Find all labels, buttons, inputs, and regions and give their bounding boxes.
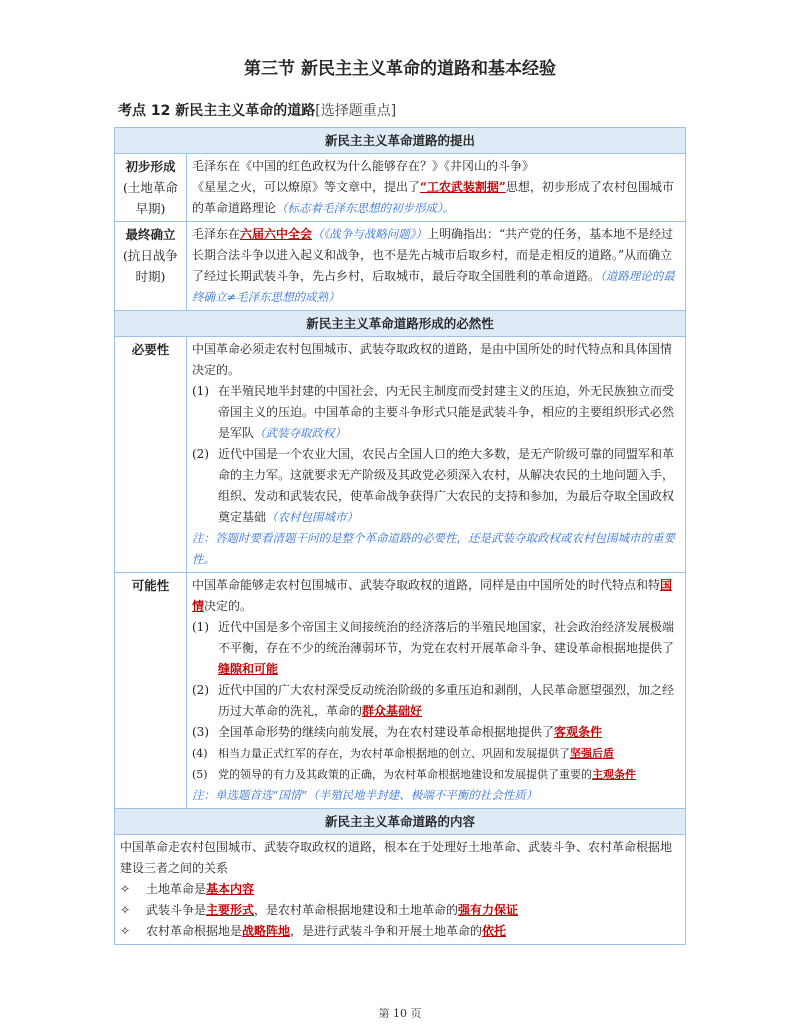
list-item: ✧ 农村革命根据地是战略阵地，是进行武装斗争和开展土地革命的依托 xyxy=(120,921,680,942)
row-label xyxy=(115,337,187,573)
diamond-bullet-icon: ✧ xyxy=(120,882,131,896)
row-label-period: (土地革命 xyxy=(123,180,178,195)
section-title: 第三节 新民主主义革命的道路和基本经验 xyxy=(244,59,556,79)
key-term: 主观条件 xyxy=(592,768,636,781)
key-term: 六届六中全会 xyxy=(240,227,313,241)
table-row xyxy=(115,835,686,945)
table-row xyxy=(115,222,686,311)
list-item: (4) 相当力量正式红军的存在，为农村革命根据地的创立、巩固和发展提供了坚强后盾 xyxy=(192,747,614,760)
paragraph: 《星星之火，可以燎原》等文章中，提出了“工农武装割据”思想，初步形成了农村包围城市的革命道路理论（标志着毛泽东思想的初步形成）。 xyxy=(192,180,674,215)
content-table xyxy=(114,127,686,945)
key-term: 强有力保证 xyxy=(458,903,519,917)
key-term: 客观条件 xyxy=(554,725,603,739)
key-term: 依托 xyxy=(482,924,507,938)
annotation: （武装夺取政权） xyxy=(254,426,347,440)
key-term: “工农武装割据” xyxy=(420,180,506,194)
row-label-period: (抗日战争 xyxy=(123,248,178,263)
paragraph: 中国革命能够走农村包围城市、武装夺取政权的道路，同样是由中国所处的时代特点和特国情决定的。 xyxy=(192,578,673,613)
note: 注：答题时要看清题干问的是整个革命道路的必要性，还是武装夺取政权或农村包围城市的重要性。 xyxy=(192,531,675,566)
row-label-period-end: 时期) xyxy=(135,269,166,284)
paragraph: 中国革命必须走农村包围城市、武装夺取政权的道路，是由中国所处的时代特点和具体国情决定的。 xyxy=(192,342,673,377)
annotation: （农村包围城市） xyxy=(266,510,359,524)
list-item: (3) 全国革命形势的继续向前发展，为在农村建设革命根据地提供了客观条件 xyxy=(192,725,603,739)
row-label-title: 必要性 xyxy=(131,342,170,357)
list-item: (5) 党的领导的有力及其政策的正确，为农村革命根据地建设和发展提供了重要的主观条件 xyxy=(192,768,636,781)
point-heading xyxy=(118,100,396,120)
row-content xyxy=(187,222,686,311)
row-label-title: 可能性 xyxy=(131,578,170,593)
row-label-title: 最终确立 xyxy=(125,227,176,242)
section-header-row xyxy=(115,809,686,835)
paragraph: 中国革命走农村包围城市、武装夺取政权的道路，根本在于处理好土地革命、武装斗争、农村革命根据地建设三者之间的关系 xyxy=(120,840,673,875)
row-label xyxy=(115,154,187,222)
section-header: 新民主主义革命道路形成的必然性 xyxy=(115,311,686,337)
key-term: 基本内容 xyxy=(206,882,255,896)
row-content xyxy=(187,573,686,809)
list-item: ✧ 武装斗争是主要形式，是农村革命根据地建设和土地革命的强有力保证 xyxy=(120,900,680,921)
row-label xyxy=(115,222,187,311)
row-label-title: 初步形成 xyxy=(125,159,176,174)
key-term: 国情 xyxy=(192,578,673,613)
table-row xyxy=(115,573,686,809)
paragraph: 毛泽东在《中国的红色政权为什么能够存在？》《井冈山的斗争》 xyxy=(192,159,535,173)
table-row xyxy=(115,337,686,573)
row-content xyxy=(187,154,686,222)
list-item: (1) 近代中国是多个帝国主义间接统治的经济落后的半殖民地国家，社会政治经济发展极端不平衡，存在不少的统治薄弱环节，为党在农村开展革命斗争、建设革命根据地提供了缝隙和可能 xyxy=(192,620,675,676)
paragraph: 毛泽东在六届六中全会（《战争与战略问题》）上明确指出：“共产党的任务，基本地不是经过长期合法斗争以进入起义和战争，也不是先占城市后取乡村，而是走相反的道路。”从而确立了经过长期武装斗争，先占乡村，后取城市，最后夺取全国胜利的革命道路。（道路理论的最终确立≠毛泽东思想的成熟） xyxy=(192,227,675,304)
row-content xyxy=(115,835,686,945)
list-item: (1) 在半殖民地半封建的中国社会，内无民主制度而受封建主义的压迫，外无民族独立而受帝国主义的压迫。中国革命的主要斗争形式只能是武装斗争，相应的主要组织形式必然是军队（武装夺取政权） xyxy=(192,384,675,440)
annotation: （道路理论的最终确立≠毛泽东思想的成熟） xyxy=(192,269,675,304)
note: 注：单选题首选“国情”（半殖民地半封建、极端不平衡的社会性质） xyxy=(192,788,538,802)
key-term: 群众基础好 xyxy=(362,704,423,718)
section-header: 新民主主义革命道路的提出 xyxy=(115,128,686,154)
section-header-row xyxy=(115,128,686,154)
page-number: 第 10 页 xyxy=(378,1007,422,1020)
row-label xyxy=(115,573,187,809)
row-content xyxy=(187,337,686,573)
annotation: （《战争与战略问题》） xyxy=(312,227,428,241)
diamond-bullet-icon: ✧ xyxy=(120,924,131,938)
key-term: 缝隙和可能 xyxy=(218,662,279,676)
section-header-row xyxy=(115,311,686,337)
list-item: (2) 近代中国的广大农村深受反动统治阶级的多重压迫和剥削，人民革命愿望强烈，加之经历过大革命的洗礼，革命的群众基础好 xyxy=(192,683,675,718)
list-item: ✧ 土地革命是基本内容 xyxy=(120,879,680,900)
diamond-bullet-icon: ✧ xyxy=(120,903,131,917)
point-label: 考点 12 新民主主义革命的道路 xyxy=(118,103,316,119)
key-term: 坚强后盾 xyxy=(570,747,614,760)
key-term: 主要形式 xyxy=(206,903,255,917)
point-tag: [选择题重点] xyxy=(315,103,397,119)
key-term: 战略阵地 xyxy=(242,924,291,938)
row-label-period-end: 早期) xyxy=(135,201,166,216)
table-row xyxy=(115,154,686,222)
annotation: （标志着毛泽东思想的初步形成）。 xyxy=(276,201,455,215)
list-item: (2) 近代中国是一个农业大国，农民占全国人口的绝大多数，是无产阶级可靠的同盟军和革命的主力军。这就要求无产阶级及其政党必须深入农村，从解决农民的土地问题入手，组织、发动和武装农民，使革命战争获得广大农民的支持和参加，为最后夺取全国政权奠定基础（农村包围城市） xyxy=(192,447,675,524)
section-header: 新民主主义革命道路的内容 xyxy=(115,809,686,835)
